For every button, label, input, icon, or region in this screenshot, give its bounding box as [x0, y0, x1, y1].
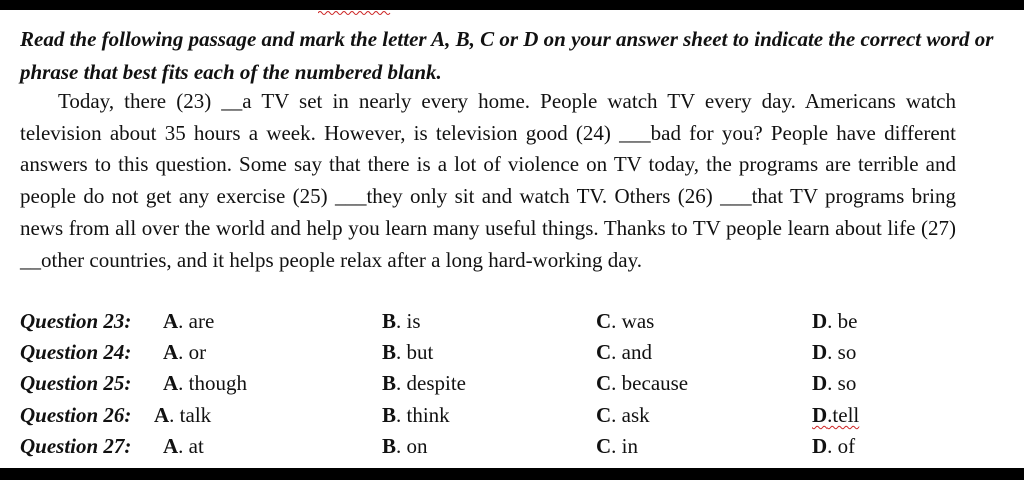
option-c[interactable]: C. because [596, 371, 689, 395]
option-d[interactable]: D. so [812, 371, 857, 395]
option-c[interactable]: C. ask [596, 403, 650, 427]
option-d[interactable]: D. of [812, 434, 856, 458]
question-23 [20, 306, 1020, 337]
question-label: Question 26: [20, 403, 132, 427]
option-a[interactable]: A. though [163, 371, 248, 395]
question-label: Question 25: [20, 371, 132, 395]
document-page [0, 10, 1024, 468]
instructions: Read the following passage and mark the letter A, B, C or D on your answer sheet to indicate the correct word or phrase that best fits each of the numbered blank. [20, 27, 994, 84]
option-b[interactable]: B. is [382, 309, 421, 333]
option-b[interactable]: B. but [382, 340, 434, 364]
question-24 [20, 337, 1020, 368]
option-b[interactable]: B. despite [382, 371, 466, 395]
option-a[interactable]: A. at [163, 434, 204, 458]
option-d[interactable]: D. so [812, 340, 857, 364]
option-c[interactable]: C. was [596, 309, 655, 333]
option-a[interactable]: A. or [163, 340, 207, 364]
option-b[interactable]: B. think [382, 403, 450, 427]
question-label: Question 27: [20, 434, 132, 458]
passage [20, 86, 956, 276]
option-b[interactable]: B. on [382, 434, 428, 458]
option-a[interactable]: A. are [163, 309, 215, 333]
option-d[interactable]: D.tell [812, 403, 860, 427]
option-d[interactable]: D. be [812, 309, 858, 333]
passage-line-1: Today, there (23) __a TV set in nearly every home. People watch TV every day. [58, 89, 796, 113]
question-label: Question 24: [20, 340, 132, 364]
option-c[interactable]: C. in [596, 434, 639, 458]
passage-body: Americans watch television about 35 hours a week. However, is television good (24) ___bad for you? People have different answers to this question. Some say that there is a lot of violence on TV today, the programs are terrible and people do not get any exercise (25) ___they only sit and watch TV. Others (26) ___that TV programs bring news from all over the world and help you learn many useful things. Thanks to TV people learn about life (27) __other countries, and it helps people relax after a long hard-working day. [20, 89, 957, 272]
option-c[interactable]: C. and [596, 340, 652, 364]
question-26 [20, 400, 1020, 431]
question-label: Question 23: [20, 309, 132, 333]
question-27 [20, 431, 1020, 462]
spellcheck-squiggle [318, 10, 392, 16]
question-25 [20, 368, 1020, 399]
option-a[interactable]: A. talk [154, 403, 212, 427]
